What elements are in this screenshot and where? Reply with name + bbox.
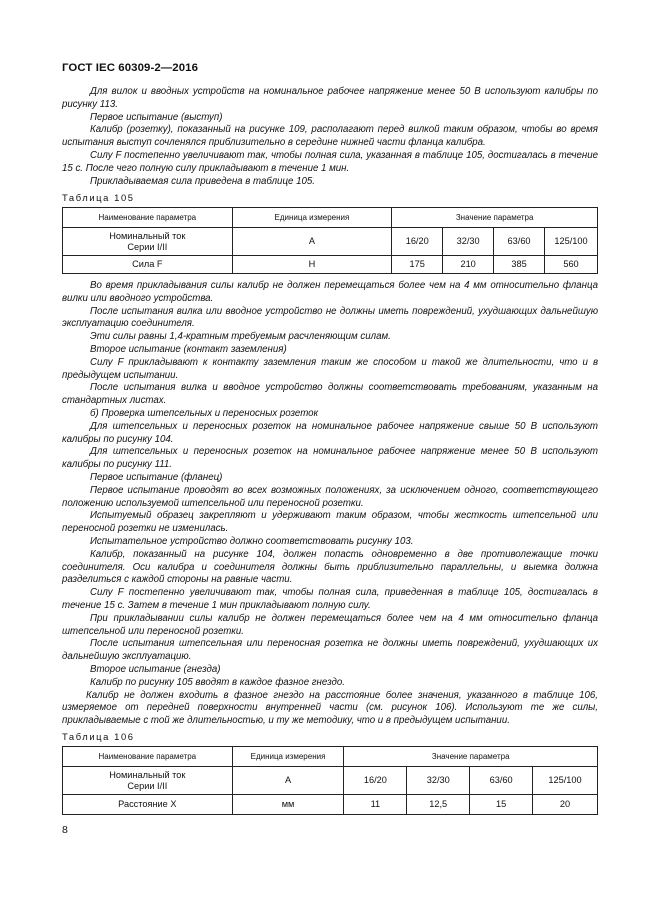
cell-value: 16/20 bbox=[344, 767, 407, 795]
table-106-caption: Таблица 106 bbox=[62, 731, 135, 742]
paragraph: Калибр по рисунку 105 вводят в каждое фазное гнездо. bbox=[90, 676, 345, 688]
paragraph: Первое испытание проводят во всех возможных положениях, за исключением одного, соответствующего положению используемой штепсельной или переносной розетки. bbox=[62, 484, 598, 509]
table-header-row bbox=[63, 747, 598, 767]
standard-designation: ГОСТ IEC 60309-2—2016 bbox=[62, 62, 199, 74]
paragraph: Первое испытание (выступ) bbox=[90, 111, 223, 123]
header-param: Наименование параметра bbox=[63, 747, 233, 767]
cell-text: Номинальный ток bbox=[109, 769, 186, 780]
cell-value: 125/100 bbox=[533, 767, 598, 795]
header-value: Значение параметра bbox=[344, 747, 598, 767]
paragraph: Калибр (розетку), показанный на рисунке 109, располагают перед вилкой таким образом, чтобы во время испытания выступ сочленялся приблизительно в середине нижней части фланца калибра. bbox=[62, 124, 598, 149]
paragraph: После испытания штепсельная или переносная розетка не должны иметь повреждений, ухудшающих их дальнейшую эксплуатацию. bbox=[62, 638, 598, 663]
cell-param bbox=[63, 767, 233, 795]
table-row bbox=[63, 767, 598, 795]
table-row bbox=[63, 795, 598, 815]
paragraph: б) Проверка штепсельных и переносных розеток bbox=[90, 407, 319, 419]
paragraph: Калибр, показанный на рисунке 104, должен попасть одновременно в две противолежащие точки соединителя. Оси калибра и соединителя должны быть приблизительно параллельны, и выемка должна разделиться с каждой стороны на равные части. bbox=[62, 548, 598, 586]
cell-unit: А bbox=[232, 228, 392, 256]
paragraph: После испытания вилка или вводное устройство не должны иметь повреждений, ухудшающих дальнейшую эксплуатацию соединителя. bbox=[62, 305, 598, 330]
paragraph: Первое испытание (фланец) bbox=[90, 471, 223, 483]
header-value: Значение параметра bbox=[392, 208, 598, 228]
table-header-row bbox=[63, 208, 598, 228]
table-row bbox=[63, 256, 598, 274]
paragraph: Для вилок и вводных устройств на номинальное рабочее напряжение менее 50 В используют калибры по рисунку 113. bbox=[62, 86, 598, 110]
cell-unit: А bbox=[232, 767, 344, 795]
paragraph: После испытания вилка и вводное устройство должны соответствовать требованиям, указанным на стандартных листах. bbox=[62, 382, 598, 407]
cell-value: 11 bbox=[344, 795, 407, 815]
cell-text: Номинальный ток bbox=[109, 230, 186, 241]
paragraph: Силу F постепенно увеличивают так, чтобы полная сила, указанная в таблице 105, достигалась в течение 15 с. После чего полную силу прикладывают в течение 1 мин. bbox=[62, 149, 598, 174]
paragraph: Силу F постепенно увеличивают так, чтобы полная сила, приведенная в таблице 105, достигалась в течение 15 с. Затем в течение 1 мин прикладывают полную силу. bbox=[62, 587, 598, 611]
text-block-2 bbox=[62, 280, 598, 728]
cell-param: Расстояние X bbox=[63, 795, 233, 815]
cell-value: 32/30 bbox=[407, 767, 470, 795]
cell-value: 560 bbox=[545, 256, 598, 274]
paragraph: Для штепсельных и переносных розеток на номинальное рабочее напряжение свыше 50 В используют калибры по рисунку 104. bbox=[62, 420, 598, 445]
paragraph: Во время прикладывания силы калибр не должен перемещаться более чем на 4 мм относительно фланца вилки или вводного устройства. bbox=[62, 280, 598, 304]
header-unit: Единица измерения bbox=[232, 208, 392, 228]
header-unit: Единица измерения bbox=[232, 747, 344, 767]
paragraph: Второе испытание (контакт заземления) bbox=[90, 343, 287, 355]
cell-value: 20 bbox=[533, 795, 598, 815]
paragraph: Прикладываемая сила приведена в таблице 105. bbox=[90, 175, 315, 187]
paragraph: Второе испытание (гнезда) bbox=[90, 663, 221, 675]
paragraph: При прикладывании силы калибр не должен перемещаться более чем на 4 мм относительно фланца штепсельной или переносной розетки. bbox=[62, 612, 598, 637]
cell-value: 63/60 bbox=[494, 228, 545, 256]
cell-value: 32/30 bbox=[443, 228, 494, 256]
table-row bbox=[63, 228, 598, 256]
paragraph: Испытательное устройство должно соответствовать рисунку 103. bbox=[90, 535, 414, 547]
paragraph: Калибр не должен входить в фазное гнездо на расстояние более значения, указанного в таблице 106, измеряемое от передней поверхности внутренней части (см. рисунок 106). Используют те же силы, прикладываемые с той же длительностью, и ту же методику, что и в предыдущем испытании. bbox=[62, 689, 598, 727]
cell-value: 63/60 bbox=[470, 767, 533, 795]
cell-unit: мм bbox=[232, 795, 344, 815]
cell-param bbox=[63, 228, 233, 256]
cell-text: Серии I/II bbox=[127, 780, 168, 791]
paragraph: Эти силы равны 1,4-кратным требуемым расчленяющим силам. bbox=[90, 331, 391, 343]
cell-unit: Н bbox=[232, 256, 392, 274]
cell-value: 385 bbox=[494, 256, 545, 274]
page-number: 8 bbox=[62, 824, 68, 836]
cell-param: Сила F bbox=[63, 256, 233, 274]
header-param: Наименование параметра bbox=[63, 208, 233, 228]
table-105-caption: Таблица 105 bbox=[62, 192, 135, 203]
cell-text: Серии I/II bbox=[127, 241, 168, 252]
cell-value: 125/100 bbox=[545, 228, 598, 256]
cell-value: 210 bbox=[443, 256, 494, 274]
table-105 bbox=[62, 207, 598, 274]
cell-value: 12,5 bbox=[407, 795, 470, 815]
paragraph: Силу F прикладывают к контакту заземления таким же способом и такой же длительности, что и в предыдущем испытании. bbox=[62, 356, 598, 381]
cell-value: 175 bbox=[392, 256, 443, 274]
cell-value: 16/20 bbox=[392, 228, 443, 256]
paragraph: Испытуемый образец закрепляют и удерживают таким образом, чтобы жесткость штепсельной или переносной розетки не изменилась. bbox=[62, 510, 598, 535]
table-106 bbox=[62, 746, 598, 815]
cell-value: 15 bbox=[470, 795, 533, 815]
paragraph: Для штепсельных и переносных розеток на номинальное рабочее напряжение менее 50 В используют калибры по рисунку 111. bbox=[62, 446, 598, 471]
text-block-1 bbox=[62, 86, 598, 188]
